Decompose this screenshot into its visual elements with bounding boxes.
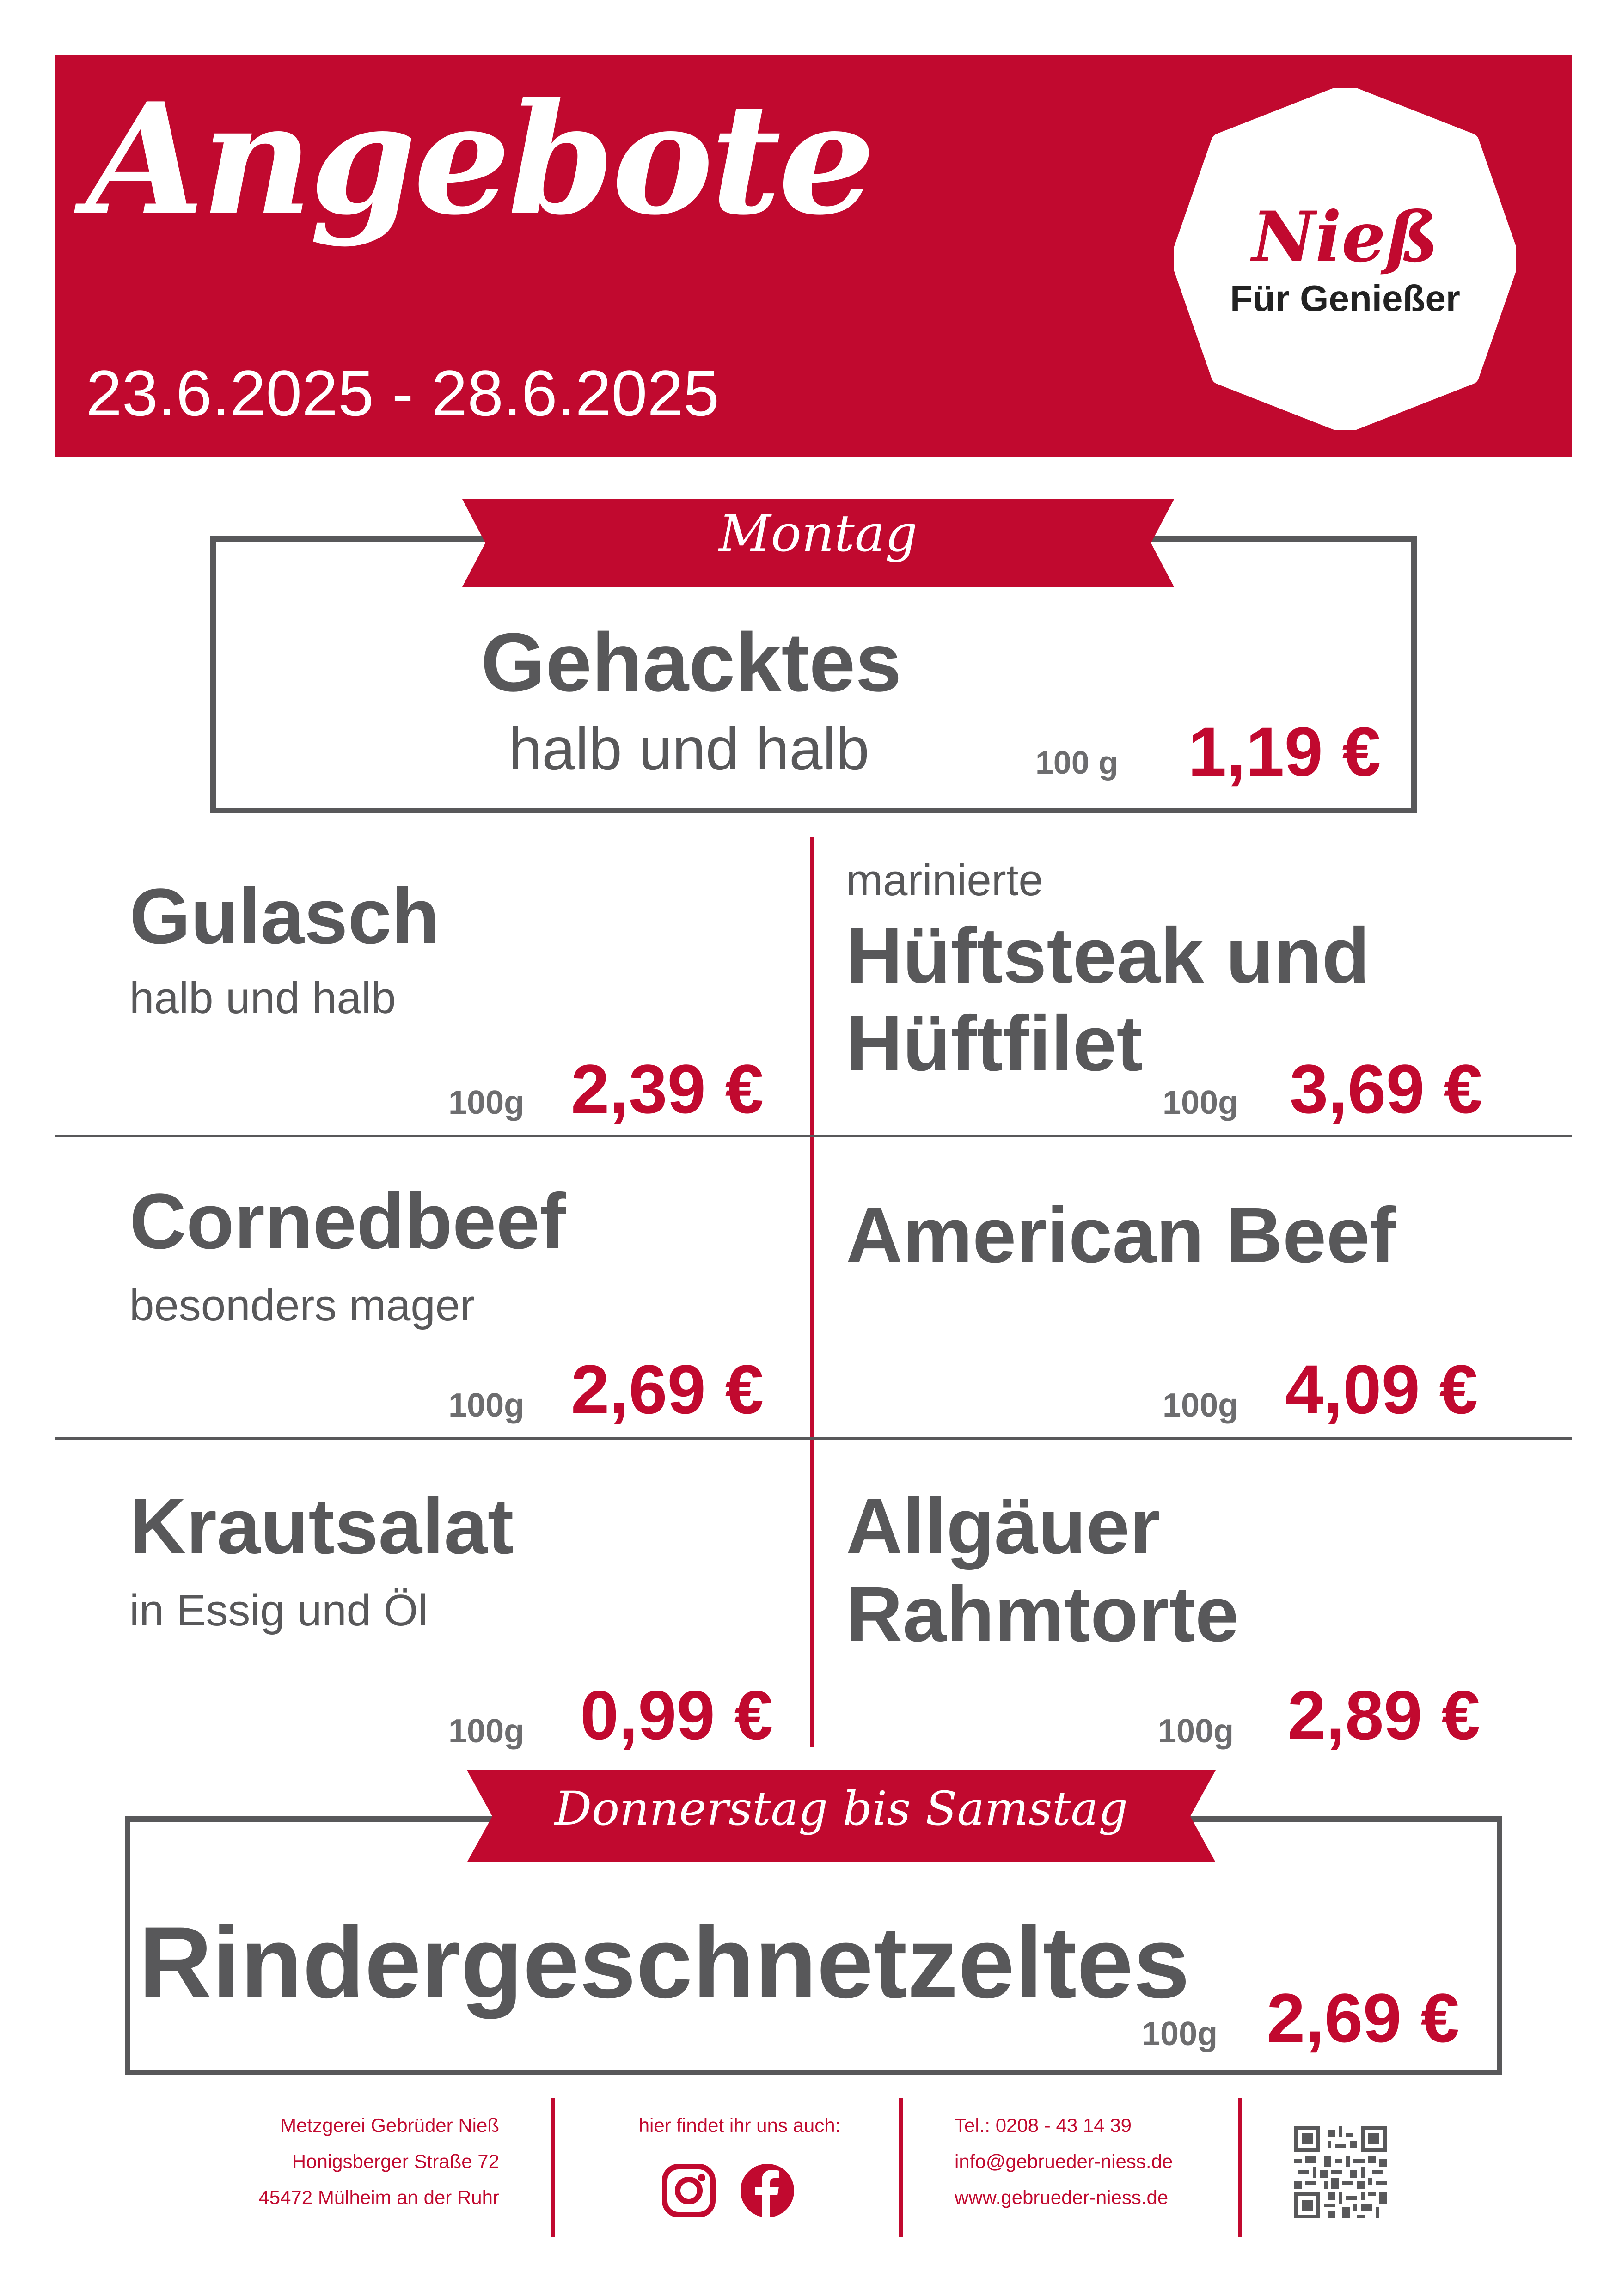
offer-unit: 100g — [448, 1084, 525, 1121]
logo-tagline: Für Genießer — [1230, 278, 1460, 319]
offer-price: 2,69 € — [571, 1350, 764, 1428]
monday-subtitle: halb und halb — [508, 715, 869, 782]
monday-price: 1,19 € — [1188, 713, 1381, 790]
facebook-icon[interactable] — [740, 2163, 795, 2218]
offer-title: Cornedbeef — [129, 1178, 566, 1265]
offer-price: 4,09 € — [1285, 1350, 1478, 1428]
row-divider-2 — [55, 1437, 1572, 1440]
offer-price: 3,69 € — [1290, 1050, 1483, 1128]
monday-banner-label: Montag — [719, 504, 918, 563]
offer-title: Krautsalat — [129, 1483, 514, 1570]
offer-unit: 100g — [1158, 1713, 1234, 1750]
monday-unit: 100 g — [1035, 745, 1118, 781]
address-line-1: Metzgerei Gebrüder Nieß — [280, 2114, 499, 2136]
thursday-banner-label: Donnerstag bis Samstag — [554, 1782, 1128, 1836]
footer-contact — [955, 2107, 1241, 2216]
offer-subtitle: besonders mager — [129, 1281, 475, 1330]
phone: Tel.: 0208 - 43 14 39 — [955, 2114, 1132, 2136]
logo-brand: Nieß — [1252, 196, 1438, 278]
offer-title: Gulasch — [129, 873, 440, 960]
thursday-unit: 100g — [1142, 2015, 1218, 2052]
email-link[interactable]: info@gebrueder-niess.de — [955, 2150, 1173, 2172]
thursday-price: 2,69 € — [1267, 1979, 1460, 2057]
offer-pretitle: marinierte — [846, 855, 1043, 905]
offer-subtitle: halb und halb — [129, 973, 396, 1023]
row-divider-1 — [55, 1135, 1572, 1137]
offer-unit: 100g — [448, 1713, 525, 1750]
offer-title: Allgäuer — [846, 1483, 1161, 1570]
offer-title-line2: Hüftfilet — [846, 1000, 1143, 1087]
footer-divider-3 — [1238, 2098, 1242, 2237]
website-link[interactable]: www.gebrueder-niess.de — [955, 2186, 1169, 2208]
offer-title-line2: Rahmtorte — [846, 1570, 1239, 1658]
footer-divider-1 — [551, 2098, 555, 2237]
footer-divider-2 — [899, 2098, 903, 2237]
offer-unit: 100g — [448, 1387, 525, 1424]
offer-price: 0,99 € — [580, 1676, 773, 1754]
offer-price: 2,89 € — [1287, 1676, 1481, 1754]
offer-title: American Beef — [846, 1191, 1396, 1279]
date-range: 23.6.2025 - 28.6.2025 — [86, 357, 720, 429]
address-line-3: 45472 Mülheim an der Ruhr — [258, 2186, 499, 2208]
social-label: hier findet ihr uns auch: — [638, 2114, 841, 2136]
monday-title: Gehacktes — [481, 616, 902, 709]
address-line-2: Honigsberger Straße 72 — [292, 2150, 499, 2172]
thursday-title: Rindergeschnetzeltes — [139, 1905, 1190, 2019]
offer-price: 2,39 € — [571, 1050, 764, 1128]
offer-title: Hüftsteak und — [846, 912, 1370, 1000]
offer-unit: 100g — [1163, 1084, 1239, 1121]
instagram-icon[interactable] — [661, 2163, 716, 2218]
column-divider — [810, 837, 814, 1747]
qr-code[interactable] — [1294, 2126, 1387, 2218]
footer-address — [199, 2107, 499, 2216]
headline: Angebote — [86, 69, 873, 249]
offer-subtitle: in Essig und Öl — [129, 1586, 428, 1635]
offer-unit: 100g — [1163, 1387, 1239, 1424]
